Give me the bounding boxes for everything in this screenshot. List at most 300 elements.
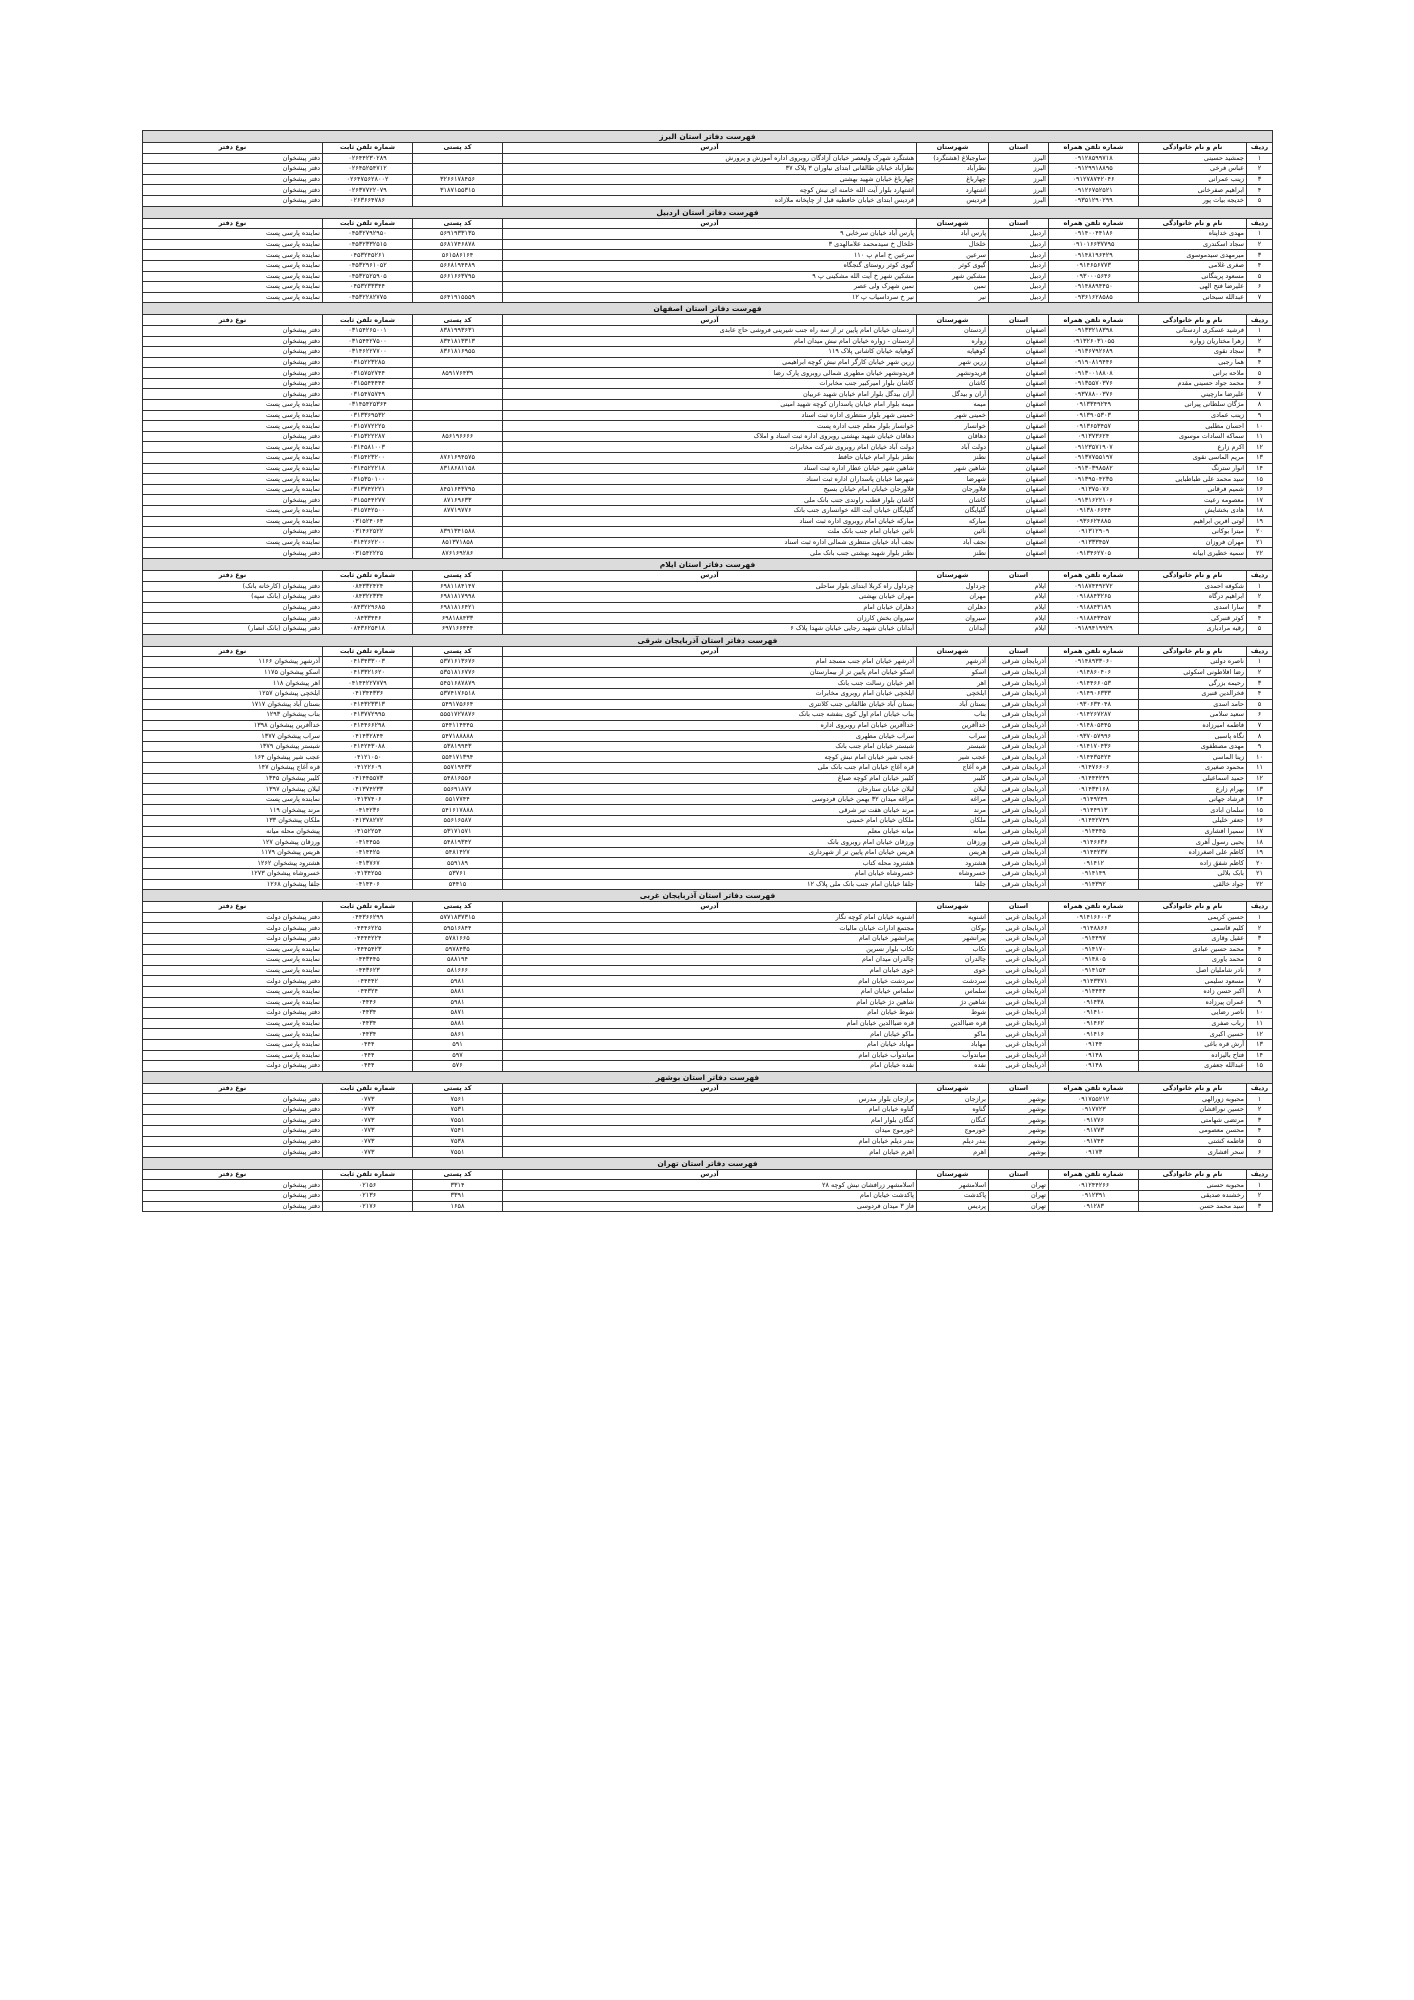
cell-city: هشترود bbox=[917, 858, 989, 869]
cell-name: علیرضا فتح الهی bbox=[1139, 282, 1247, 293]
cell-address: نقده خیابان امام bbox=[503, 1061, 917, 1072]
cell-address: آبدانان خیابان شهید رجایی خیابان شهدا پلاک ۶ bbox=[503, 623, 917, 634]
cell-tel: ۰۳۱۵۴۷۵۷۴۹ bbox=[323, 389, 413, 400]
cell-name: سماکه السادات موسوی bbox=[1139, 431, 1247, 442]
table-row bbox=[143, 537, 1273, 548]
cell-type: دفتر پیشخوان دولت bbox=[143, 923, 323, 934]
cell-address: لیلان خیابان ستارخان bbox=[503, 784, 917, 795]
cell-type: دفتر پیشخوان bbox=[143, 1094, 323, 1105]
cell-type: نماینده پارسی پست bbox=[143, 292, 323, 303]
header-city: شهرستان bbox=[917, 646, 989, 657]
cell-city: خمینی شهر bbox=[917, 410, 989, 421]
cell-tel: ۰۴۱۳۷۶۷ bbox=[323, 858, 413, 869]
table-row bbox=[143, 1115, 1273, 1126]
cell-type: دفتر پیشخوان bbox=[143, 431, 323, 442]
cell-tel: ۰۳۱۵۴۲۲۲۵ bbox=[323, 548, 413, 559]
cell-ostan: آذربایجان شرقی bbox=[989, 657, 1049, 668]
cell-tel: ۰۲۶۴۵۲۵۴۷۱۲ bbox=[323, 164, 413, 175]
cell-city: دهاقان bbox=[917, 431, 989, 442]
cell-address: چرداول راه کربلا ابتدای بلوار ساحلی bbox=[503, 581, 917, 592]
cell-postal: ۷۵۳۸ bbox=[413, 1136, 503, 1147]
cell-tel: ۰۳۱۴۲۶۲۲۰۰ bbox=[323, 537, 413, 548]
cell-ostan: اصفهان bbox=[989, 474, 1049, 485]
cell-tel: ۰۳۱۵۴۴۲۷۵۰۰ bbox=[323, 336, 413, 347]
cell-name: زینب عمادی bbox=[1139, 410, 1247, 421]
province-title bbox=[143, 558, 1273, 570]
cell-postal: ۸۵۹۱۷۶۴۳۹ bbox=[413, 368, 503, 379]
cell-mobile: ۰۹۱۳۳۴۹۲۴۹ bbox=[1049, 400, 1139, 411]
cell-city: هریس bbox=[917, 847, 989, 858]
cell-city: سلماس bbox=[917, 986, 989, 997]
cell-address: نطنز بلوار شهید بهشتی جنب بانک ملی bbox=[503, 548, 917, 559]
header-name: نام و نام خانوادگی bbox=[1139, 1169, 1247, 1180]
table-row bbox=[143, 506, 1273, 517]
header-mobile: شماره تلفن همراه bbox=[1049, 902, 1139, 913]
cell-type: دفتر پیشخوان bbox=[143, 1180, 323, 1191]
province-title-text: فهرست دفاتر استان اردبیل bbox=[143, 206, 1273, 218]
cell-ostan: آذربایجان غربی bbox=[989, 1018, 1049, 1029]
cell-city: خداآفرین bbox=[917, 720, 989, 731]
cell-address: خوانسار بلوار معلم جنب اداره پست bbox=[503, 421, 917, 432]
cell-num: ۱ bbox=[1247, 1094, 1273, 1105]
cell-name: ملاحه برانی bbox=[1139, 368, 1247, 379]
cell-city: شهرضا bbox=[917, 474, 989, 485]
cell-tel: ۰۳۱۵۵۴۴۴۴۴ bbox=[323, 378, 413, 389]
cell-mobile: ۰۹۱۴۱۶۶۰۰۳ bbox=[1049, 912, 1139, 923]
cell-mobile: ۰۹۱۴۴۹۱۳ bbox=[1049, 805, 1139, 816]
cell-tel: ۰۳۱۴۶۲۲۷۷۰۰ bbox=[323, 347, 413, 358]
cell-address: اسلامشهر زرافشان نبش کوچه ۲۸ bbox=[503, 1180, 917, 1191]
cell-tel: ۰۳۱۵۵۴۴۲۷۷ bbox=[323, 495, 413, 506]
cell-type: نماینده پارسی پست bbox=[143, 463, 323, 474]
table-row bbox=[143, 1201, 1273, 1212]
cell-type: اسکو پیشخوان ۱۱۷۵ bbox=[143, 667, 323, 678]
cell-num: ۴ bbox=[1247, 185, 1273, 196]
cell-mobile: ۰۹۱۴۳۹۲ bbox=[1049, 879, 1139, 890]
cell-name: کاظم علی اصغرزاده bbox=[1139, 847, 1247, 858]
cell-address: دهاقان خیابان شهید بهشتی روبروی اداره ثبت اسناد و املاک bbox=[503, 431, 917, 442]
province-title-text: فهرست دفاتر استان البرز bbox=[143, 131, 1273, 143]
cell-city: میانه bbox=[917, 826, 989, 837]
cell-type: نماینده پارسی پست bbox=[143, 516, 323, 527]
cell-address: شاهین دژ خیابان امام bbox=[503, 997, 917, 1008]
cell-type: دفتر پیشخوان (کارخانه بانک) bbox=[143, 581, 323, 592]
table-row bbox=[143, 837, 1273, 848]
cell-tel: ۰۴۵۳۲۴۵۲۶۱ bbox=[323, 250, 413, 261]
cell-ostan: آذربایجان شرقی bbox=[989, 879, 1049, 890]
cell-type: اهر پیشخوان ۱۱۸ bbox=[143, 678, 323, 689]
cell-tel: ۰۳۱۵۷۵۲۷۴۴ bbox=[323, 368, 413, 379]
table-row bbox=[143, 185, 1273, 196]
header-city: شهرستان bbox=[917, 143, 989, 154]
table-row bbox=[143, 325, 1273, 336]
cell-city: خوانسار bbox=[917, 421, 989, 432]
table-row bbox=[143, 410, 1273, 421]
cell-postal: ۵۵۵۱۷۲۷۸۷۶ bbox=[413, 710, 503, 721]
cell-postal: ۸۴۵۱۶۴۳۷۹۵ bbox=[413, 484, 503, 495]
cell-address: خلخال خ سیدمحمد علامالهدی ۳ bbox=[503, 239, 917, 250]
cell-address: خوی خیابان امام bbox=[503, 965, 917, 976]
header-tel: شماره تلفن ثابت bbox=[323, 1169, 413, 1180]
cell-type: دفتر پیشخوان bbox=[143, 153, 323, 164]
cell-ostan: بوشهر bbox=[989, 1126, 1049, 1137]
cell-tel: ۰۲۶۴۴۲۳۰۲۸۹ bbox=[323, 153, 413, 164]
cell-ostan: اصفهان bbox=[989, 453, 1049, 464]
cell-address: آران بیدگل بلوار امام خیابان شهید عربیان bbox=[503, 389, 917, 400]
header-num: ردیف bbox=[1247, 1083, 1273, 1094]
cell-name: ناصر رضایی bbox=[1139, 1008, 1247, 1019]
cell-address: نائین خیابان امام جنب بانک ملت bbox=[503, 527, 917, 538]
cell-postal: ۵۵۴۱۷۱۳۹۴ bbox=[413, 752, 503, 763]
cell-tel: ۰۴۱۳۷۸۲۷۲ bbox=[323, 816, 413, 827]
cell-num: ۱۸ bbox=[1247, 837, 1273, 848]
table-row bbox=[143, 710, 1273, 721]
cell-postal: ۵۸۶۱ bbox=[413, 1029, 503, 1040]
cell-ostan: ایلام bbox=[989, 581, 1049, 592]
cell-num: ۲ bbox=[1247, 1104, 1273, 1115]
cell-type: دفتر پیشخوان bbox=[143, 195, 323, 206]
cell-name: شمیم فرقانی bbox=[1139, 484, 1247, 495]
table-row bbox=[143, 1050, 1273, 1061]
cell-city: سیروان bbox=[917, 613, 989, 624]
cell-address: اشتهارد بلوار آیت الله خامنه ای نبش کوچه bbox=[503, 185, 917, 196]
header-mobile: شماره تلفن همراه bbox=[1049, 315, 1139, 326]
cell-type: جلفا پیشخوان ۱۲۶۸ bbox=[143, 879, 323, 890]
cell-name: کلیم قاسمی bbox=[1139, 923, 1247, 934]
cell-name: فاطمه کشتی bbox=[1139, 1136, 1247, 1147]
table-row bbox=[143, 195, 1273, 206]
cell-mobile: ۰۹۱۸۸۴۳۱۸۹ bbox=[1049, 602, 1139, 613]
cell-address: پیرانشهر خیابان امام bbox=[503, 933, 917, 944]
cell-mobile: ۰۹۱۳۷۳۶۲۴ bbox=[1049, 431, 1139, 442]
cell-city: اشتهارد bbox=[917, 185, 989, 196]
cell-ostan: آذربایجان شرقی bbox=[989, 741, 1049, 752]
cell-postal: ۷۵۶۱ bbox=[413, 1094, 503, 1105]
cell-tel: ۰۴۴۳۴ bbox=[323, 1008, 413, 1019]
cell-name: سمیه خطیری ابیانه bbox=[1139, 548, 1247, 559]
cell-type: لیلان پیشخوان ۱۳۹۷ bbox=[143, 784, 323, 795]
cell-city: ماکو bbox=[917, 1029, 989, 1040]
cell-postal: ۸۳۹۱۳۴۱۵۸۸ bbox=[413, 527, 503, 538]
cell-ostan: آذربایجان شرقی bbox=[989, 763, 1049, 774]
header-num: ردیف bbox=[1247, 902, 1273, 913]
cell-mobile: ۰۹۱۳۸۰۶۶۴۴ bbox=[1049, 506, 1139, 517]
cell-ostan: بوشهر bbox=[989, 1136, 1049, 1147]
cell-tel: ۰۴۴۳۲۴ bbox=[323, 986, 413, 997]
header-tel: شماره تلفن ثابت bbox=[323, 315, 413, 326]
cell-address: کلیبر خیابان امام کوچه صباغ bbox=[503, 773, 917, 784]
header-tel: شماره تلفن ثابت bbox=[323, 902, 413, 913]
cell-ostan: آذربایجان شرقی bbox=[989, 688, 1049, 699]
cell-mobile: ۰۹۱۷۷۶ bbox=[1049, 1115, 1139, 1126]
cell-city: چرداول bbox=[917, 581, 989, 592]
cell-ostan: آذربایجان غربی bbox=[989, 965, 1049, 976]
cell-type: دفتر پیشخوان bbox=[143, 1126, 323, 1137]
cell-city: مبارکه bbox=[917, 516, 989, 527]
cell-postal bbox=[413, 195, 503, 206]
cell-address: مرند خیابان هفت تیر شرقی bbox=[503, 805, 917, 816]
cell-city: خسروشاه bbox=[917, 869, 989, 880]
cell-num: ۴ bbox=[1247, 1126, 1273, 1137]
table-row bbox=[143, 858, 1273, 869]
cell-address: چهارباغ خیابان شهید بهشتی bbox=[503, 174, 917, 185]
cell-type: دفتر پیشخوان bbox=[143, 368, 323, 379]
cell-city: نائین bbox=[917, 527, 989, 538]
cell-address: مجتمع ادارات خیابان مالیات bbox=[503, 923, 917, 934]
header-type: نوع دفتر bbox=[143, 143, 323, 154]
cell-type: دفتر پیشخوان bbox=[143, 1115, 323, 1126]
province-title bbox=[143, 206, 1273, 218]
cell-num: ۱۴ bbox=[1247, 463, 1273, 474]
cell-num: ۱۷ bbox=[1247, 826, 1273, 837]
header-num: ردیف bbox=[1247, 218, 1273, 229]
cell-city: کوهپایه bbox=[917, 347, 989, 358]
header-type: نوع دفتر bbox=[143, 646, 323, 657]
table-row bbox=[143, 282, 1273, 293]
cell-type: شبستر پیشخوان ۱۳۷۹ bbox=[143, 741, 323, 752]
cell-num: ۱۰ bbox=[1247, 752, 1273, 763]
cell-mobile: ۰۹۱۲۶۷۵۲۵۲۱ bbox=[1049, 185, 1139, 196]
cell-ostan: بوشهر bbox=[989, 1094, 1049, 1105]
header-city: شهرستان bbox=[917, 1169, 989, 1180]
cell-ostan: اصفهان bbox=[989, 325, 1049, 336]
cell-ostan: آذربایجان غربی bbox=[989, 923, 1049, 934]
header-type: نوع دفتر bbox=[143, 1169, 323, 1180]
cell-tel: ۰۷۷۳ bbox=[323, 1136, 413, 1147]
cell-address: مراغه میدان ۳۲ بهمن خیابان فردوسی bbox=[503, 794, 917, 805]
cell-address: سراب خیابان مطهری bbox=[503, 731, 917, 742]
cell-address: ورزقان خیابان امام روبروی بانک bbox=[503, 837, 917, 848]
header-address: آدرس bbox=[503, 143, 917, 154]
cell-num: ۲ bbox=[1247, 923, 1273, 934]
cell-mobile: ۰۹۱۸۸۴۳۲۶۵ bbox=[1049, 592, 1139, 603]
table-row bbox=[143, 741, 1273, 752]
cell-city: اهرم bbox=[917, 1147, 989, 1158]
cell-postal: ۵۹۵۱۶۸۴۴ bbox=[413, 923, 503, 934]
cell-num: ۵ bbox=[1247, 271, 1273, 282]
cell-ostan: اصفهان bbox=[989, 378, 1049, 389]
table-row bbox=[143, 239, 1273, 250]
cell-name: حسین کریمی bbox=[1139, 912, 1247, 923]
header-mobile: شماره تلفن همراه bbox=[1049, 1083, 1139, 1094]
cell-mobile: ۰۹۱۴۹۲۴۹ bbox=[1049, 794, 1139, 805]
cell-num: ۹ bbox=[1247, 410, 1273, 421]
cell-ostan: البرز bbox=[989, 164, 1049, 175]
cell-name: حسین نوراقشان bbox=[1139, 1104, 1247, 1115]
cell-mobile: ۰۹۱۴۱۲ bbox=[1049, 858, 1139, 869]
cell-type: آذرشهر پیشخوان ۱۱۶۶ bbox=[143, 657, 323, 668]
header-postal: کد پستی bbox=[413, 315, 503, 326]
cell-mobile: ۰۹۳۵۱۲۹۰۲۹۹ bbox=[1049, 195, 1139, 206]
cell-type: دفتر پیشخوان bbox=[143, 336, 323, 347]
cell-name: جواد خالقی bbox=[1139, 879, 1247, 890]
header-city: شهرستان bbox=[917, 902, 989, 913]
cell-postal: ۵۸۷۱ bbox=[413, 1008, 503, 1019]
cell-city: گناوه bbox=[917, 1104, 989, 1115]
header-address: آدرس bbox=[503, 1169, 917, 1180]
table-row bbox=[143, 965, 1273, 976]
cell-num: ۱۶ bbox=[1247, 816, 1273, 827]
cell-num: ۸ bbox=[1247, 731, 1273, 742]
cell-tel: ۰۴۱۳۴۳۳۰۰۳ bbox=[323, 657, 413, 668]
cell-tel: ۰۴۴۴۴۲ bbox=[323, 976, 413, 987]
table-row bbox=[143, 260, 1273, 271]
cell-postal: ۵۳۷۶۱ bbox=[413, 869, 503, 880]
cell-tel: ۰۸۴۳۳۴۴۶ bbox=[323, 613, 413, 624]
cell-address: کنگان بلوار امام bbox=[503, 1115, 917, 1126]
cell-name: مهدی مصطفوی bbox=[1139, 741, 1247, 752]
cell-address: مبارکه خیابان امام روبروی اداره ثبت اسناد bbox=[503, 516, 917, 527]
cell-tel: ۰۴۴۳۶۶۲۹۹ bbox=[323, 912, 413, 923]
cell-num: ۱۴ bbox=[1247, 794, 1273, 805]
cell-tel: ۰۴۱۴۳۲۸۴۴ bbox=[323, 731, 413, 742]
cell-address: شبستر خیابان امام جنب بانک bbox=[503, 741, 917, 752]
table-row bbox=[143, 368, 1273, 379]
table-row bbox=[143, 752, 1273, 763]
cell-city: خورموج bbox=[917, 1126, 989, 1137]
cell-tel: ۰۴۵۳۲۳۳۳۴۴ bbox=[323, 282, 413, 293]
table-row bbox=[143, 336, 1273, 347]
cell-mobile: ۰۹۱۴۴۲۳۷ bbox=[1049, 847, 1139, 858]
cell-mobile: ۰۹۱۷۷۳ bbox=[1049, 1126, 1139, 1137]
cell-postal bbox=[413, 400, 503, 411]
header-name: نام و نام خانوادگی bbox=[1139, 570, 1247, 581]
cell-postal: ۵۹۷ bbox=[413, 1050, 503, 1061]
cell-city: سراب bbox=[917, 731, 989, 742]
cell-postal: ۵۸۸۱ bbox=[413, 986, 503, 997]
cell-num: ۷ bbox=[1247, 292, 1273, 303]
cell-mobile: ۰۹۱۸۷۴۴۹۲۷۲ bbox=[1049, 581, 1139, 592]
cell-mobile: ۰۹۱۳۷۵۰۷۶ bbox=[1049, 484, 1139, 495]
cell-address: اهر خیابان رسالت جنب بانک bbox=[503, 678, 917, 689]
cell-city: پردیس bbox=[917, 1201, 989, 1212]
header-ostan: استان bbox=[989, 570, 1049, 581]
cell-ostan: آذربایجان غربی bbox=[989, 1050, 1049, 1061]
cell-tel: ۰۳۱۳۳۶۹۵۳۲ bbox=[323, 410, 413, 421]
cell-postal: ۶۹۸۱۸۱۷۹۹۸ bbox=[413, 592, 503, 603]
cell-tel: ۰۴۵۳۲۹۶۱۰۵۲ bbox=[323, 260, 413, 271]
cell-city: شاهین دژ bbox=[917, 997, 989, 1008]
cell-mobile: ۰۹۱۴۱۵۴ bbox=[1049, 965, 1139, 976]
cell-type: هشترود پیشخوان ۱۲۶۲ bbox=[143, 858, 323, 869]
cell-mobile: ۰۹۱۴۷۶۶۰۶ bbox=[1049, 763, 1139, 774]
cell-ostan: آذربایجان شرقی bbox=[989, 826, 1049, 837]
cell-type: نماینده پارسی پست bbox=[143, 1050, 323, 1061]
cell-tel: ۰۴۱۴۴۶۶۲۹۸ bbox=[323, 720, 413, 731]
cell-tel: ۰۴۴۴۵۴۲۳ bbox=[323, 944, 413, 955]
cell-num: ۶ bbox=[1247, 282, 1273, 293]
cell-type: دفتر پیشخوان bbox=[143, 1191, 323, 1202]
cell-tel: ۰۳۱۵۲۴۰۶۴ bbox=[323, 516, 413, 527]
table-row bbox=[143, 699, 1273, 710]
cell-city: مراغه bbox=[917, 794, 989, 805]
province-title bbox=[143, 890, 1273, 902]
cell-type: دفتر پیشخوان bbox=[143, 1104, 323, 1115]
cell-type: نماینده پارسی پست bbox=[143, 410, 323, 421]
cell-mobile: ۰۹۱۳۶۵۳۴۵۷ bbox=[1049, 421, 1139, 432]
cell-postal: ۵۴۴۱۱۴۴۴۵ bbox=[413, 720, 503, 731]
table-row bbox=[143, 1191, 1273, 1202]
cell-address: هشترود محله کتاب bbox=[503, 858, 917, 869]
cell-tel: ۰۴۱۳۴۲۵۵ bbox=[323, 869, 413, 880]
cell-name: اکبر حسن زاده bbox=[1139, 986, 1247, 997]
cell-ostan: اردبیل bbox=[989, 282, 1049, 293]
table-row bbox=[143, 602, 1273, 613]
cell-city: کنگان bbox=[917, 1115, 989, 1126]
cell-tel: ۰۴۱۴۲۴۳۰۸۸ bbox=[323, 741, 413, 752]
cell-mobile: ۰۹۱۲۸۳ bbox=[1049, 1201, 1139, 1212]
cell-num: ۵ bbox=[1247, 955, 1273, 966]
cell-tel: ۰۳۱۵۴۲۶۵۰۰۱ bbox=[323, 325, 413, 336]
cell-postal: ۵۳۷۱۶۱۳۶۷۶ bbox=[413, 657, 503, 668]
cell-mobile: ۰۹۱۳۷۷۵۵۱۹۷ bbox=[1049, 453, 1139, 464]
cell-type: نماینده پارسی پست bbox=[143, 1029, 323, 1040]
cell-tel: ۰۴۴۳۴ bbox=[323, 1018, 413, 1029]
cell-ostan: تهران bbox=[989, 1201, 1049, 1212]
province-title-text: فهرست دفاتر استان اصفهان bbox=[143, 303, 1273, 315]
cell-ostan: اصفهان bbox=[989, 421, 1049, 432]
cell-mobile: ۰۹۱۴۴۴۲۴۹ bbox=[1049, 773, 1139, 784]
cell-postal: ۵۶۶۸۱۹۴۴۸۹ bbox=[413, 260, 503, 271]
cell-tel: ۰۴۱۳۷۴۰۶ bbox=[323, 794, 413, 805]
cell-type: نماینده پارسی پست bbox=[143, 250, 323, 261]
cell-address: مشکین شهر خ آیت الله مشکینی پ ۹ bbox=[503, 271, 917, 282]
cell-city: اسلامشهر bbox=[917, 1180, 989, 1191]
table-row bbox=[143, 1029, 1273, 1040]
header-postal: کد پستی bbox=[413, 646, 503, 657]
cell-city: سردشت bbox=[917, 976, 989, 987]
cell-ostan: اردبیل bbox=[989, 250, 1049, 261]
cell-name: حامد اسدی bbox=[1139, 699, 1247, 710]
cell-address: خداآفرین خیابان امام روبروی اداره bbox=[503, 720, 917, 731]
table-row bbox=[143, 623, 1273, 634]
table-row bbox=[143, 527, 1273, 538]
cell-num: ۱۳ bbox=[1247, 784, 1273, 795]
cell-city: ملکان bbox=[917, 816, 989, 827]
header-ostan: استان bbox=[989, 902, 1049, 913]
header-city: شهرستان bbox=[917, 218, 989, 229]
table-row bbox=[143, 164, 1273, 175]
cell-type: عجب شیر پیشخوان ۱۶۴ bbox=[143, 752, 323, 763]
cell-ostan: اصفهان bbox=[989, 516, 1049, 527]
cell-num: ۲ bbox=[1247, 1191, 1273, 1202]
cell-mobile: ۰۹۱۳۲۶۰۳۱۰۵۵ bbox=[1049, 336, 1139, 347]
cell-city: چهارباغ bbox=[917, 174, 989, 185]
header-num: ردیف bbox=[1247, 1169, 1273, 1180]
cell-address: اردستان - زواره خیابان امام نبش میدان امام bbox=[503, 336, 917, 347]
table-row bbox=[143, 1008, 1273, 1019]
cell-tel: ۰۴۵۳۲۷۹۲۹۵۰ bbox=[323, 229, 413, 240]
cell-tel: ۰۴۴۳۶۲۳ bbox=[323, 965, 413, 976]
cell-mobile: ۰۹۱۴۴۹۷ bbox=[1049, 933, 1139, 944]
table-row bbox=[143, 174, 1273, 185]
cell-name: رحیمه بزرگی bbox=[1139, 678, 1247, 689]
cell-num: ۱ bbox=[1247, 153, 1273, 164]
cell-name: حسین اکبری bbox=[1139, 1029, 1247, 1040]
cell-mobile: ۰۹۱۴۶۶۳۶ bbox=[1049, 837, 1139, 848]
cell-city: خلخال bbox=[917, 239, 989, 250]
cell-num: ۸ bbox=[1247, 986, 1273, 997]
cell-ostan: اصفهان bbox=[989, 368, 1049, 379]
cell-ostan: آذربایجان شرقی bbox=[989, 794, 1049, 805]
cell-name: رقیه مرادیاری bbox=[1139, 623, 1247, 634]
cell-tel: ۰۴۱۲۲۶۰۹ bbox=[323, 763, 413, 774]
cell-city: برازجان bbox=[917, 1094, 989, 1105]
cell-num: ۱۳ bbox=[1247, 1039, 1273, 1050]
cell-name: محمود صغیری bbox=[1139, 763, 1247, 774]
cell-mobile: ۰۹۱۲۸۵۹۹۷۱۸ bbox=[1049, 153, 1139, 164]
cell-address: گلپایگان خیابان آیت الله خوانساری جنب بانک bbox=[503, 506, 917, 517]
